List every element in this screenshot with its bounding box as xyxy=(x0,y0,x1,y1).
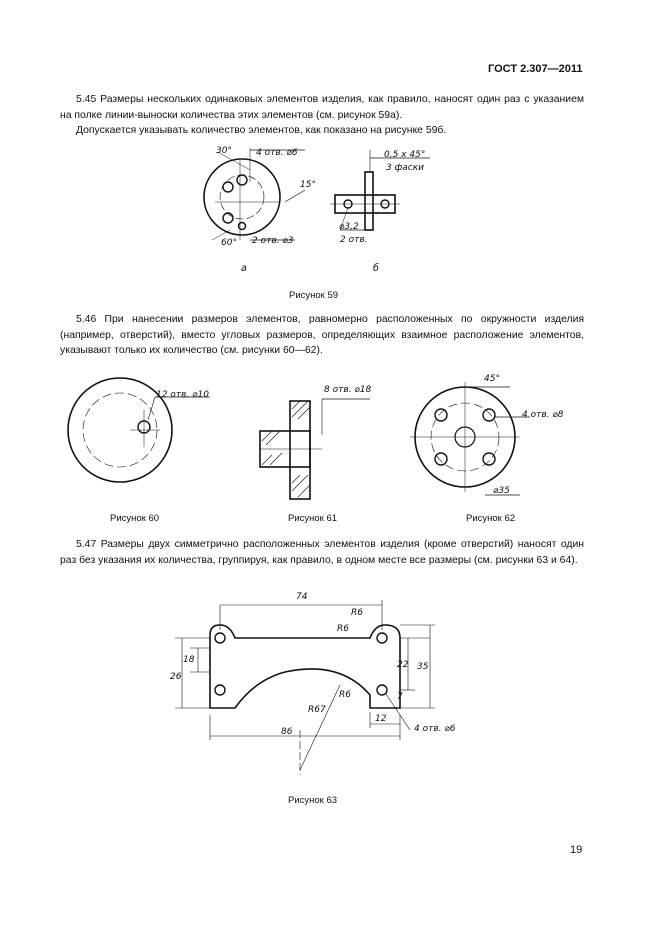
fig63-holes: 4 отв. ⌀6 xyxy=(414,724,456,734)
fig63-dim-18: 18 xyxy=(183,655,195,665)
fig63-dim-12: 12 xyxy=(375,714,387,724)
fig61-label: 8 отв. ⌀18 xyxy=(324,385,372,395)
paragraph-5-46: 5.46 При нанесении размеров элементов, равномерно расположенных по окружности изделия (например, отверстий), вместо угловых размеров, определяющих взаимное расположение элементов, указывают только их количество (см. рисунки 60—62). xyxy=(60,314,584,356)
paragraph-5-45: 5.45 Размеры нескольких одинаковых элементов изделия, как правило, наносят один раз с указанием на полке линии-выноски количества этих элементов (см. рисунок 59а). xyxy=(60,94,584,121)
fig63-dim-86: 86 xyxy=(281,727,293,737)
fig63-dim-35: 35 xyxy=(417,662,429,672)
fig59b-holes: 2 отв. xyxy=(340,235,368,245)
fig59-caption: Рисунок 59 xyxy=(289,290,339,301)
fig62-diam: ⌀35 xyxy=(493,486,510,496)
fig59b-diam: ⌀3,2 xyxy=(339,222,359,232)
fig60-label: 12 отв. ⌀10 xyxy=(156,390,209,400)
fig63-dim-r6c: R6 xyxy=(339,690,351,700)
fig63-dim-22: 22 xyxy=(397,660,409,670)
fig62-angle: 45° xyxy=(484,374,500,384)
fig63-dim-r6b: R6 xyxy=(337,624,349,634)
figure-59b xyxy=(330,150,430,230)
fig63-dim-74: 74 xyxy=(296,592,308,602)
fig59-sub-a: а xyxy=(241,263,247,274)
fig63-dim-26: 26 xyxy=(170,672,182,682)
figure-61 xyxy=(260,399,370,499)
fig59a-angle-right: 15° xyxy=(300,180,316,190)
fig63-dim-7: 7 xyxy=(397,692,403,702)
fig59a-angle-bottom: 60° xyxy=(221,238,237,248)
page-number: 19 xyxy=(570,844,583,856)
paragraph-5-45-note: Допускается указывать количество элементов, как показано на рисунке 59б. xyxy=(76,125,447,136)
fig59a-holes6: 4 отв. ⌀6 xyxy=(256,148,298,158)
fig62-holes: 4 отв. ⌀8 xyxy=(522,410,564,420)
fig59b-chamfer: 0,5 х 45° xyxy=(384,150,426,160)
figure-59a xyxy=(204,148,305,240)
fig63-dim-r67: R67 xyxy=(308,705,326,715)
fig59a-holes3: 2 отв. ⌀3 xyxy=(252,236,294,246)
figure-63-drawing xyxy=(160,590,460,780)
fig62-caption: Рисунок 62 xyxy=(466,513,516,524)
fig59-sub-b: б xyxy=(373,263,379,274)
fig61-caption: Рисунок 61 xyxy=(288,513,338,524)
fig59b-chamfer-count: 3 фаски xyxy=(386,163,425,173)
paragraph-5-47: 5.47 Размеры двух симметрично расположенных элементов изделия (кроме отверстий) наносят один раз без указания их количества, группируя, как правило, в одном месте все размеры (см. рисунки 63 и 64). xyxy=(60,539,584,566)
fig63-dim-r6a: R6 xyxy=(351,608,363,618)
document-id: ГОСТ 2.307—2011 xyxy=(488,63,583,75)
fig60-caption: Рисунок 60 xyxy=(110,513,160,524)
fig63-caption: Рисунок 63 xyxy=(288,795,338,806)
fig59a-angle-top: 30° xyxy=(216,146,232,156)
figure-62 xyxy=(410,382,530,495)
